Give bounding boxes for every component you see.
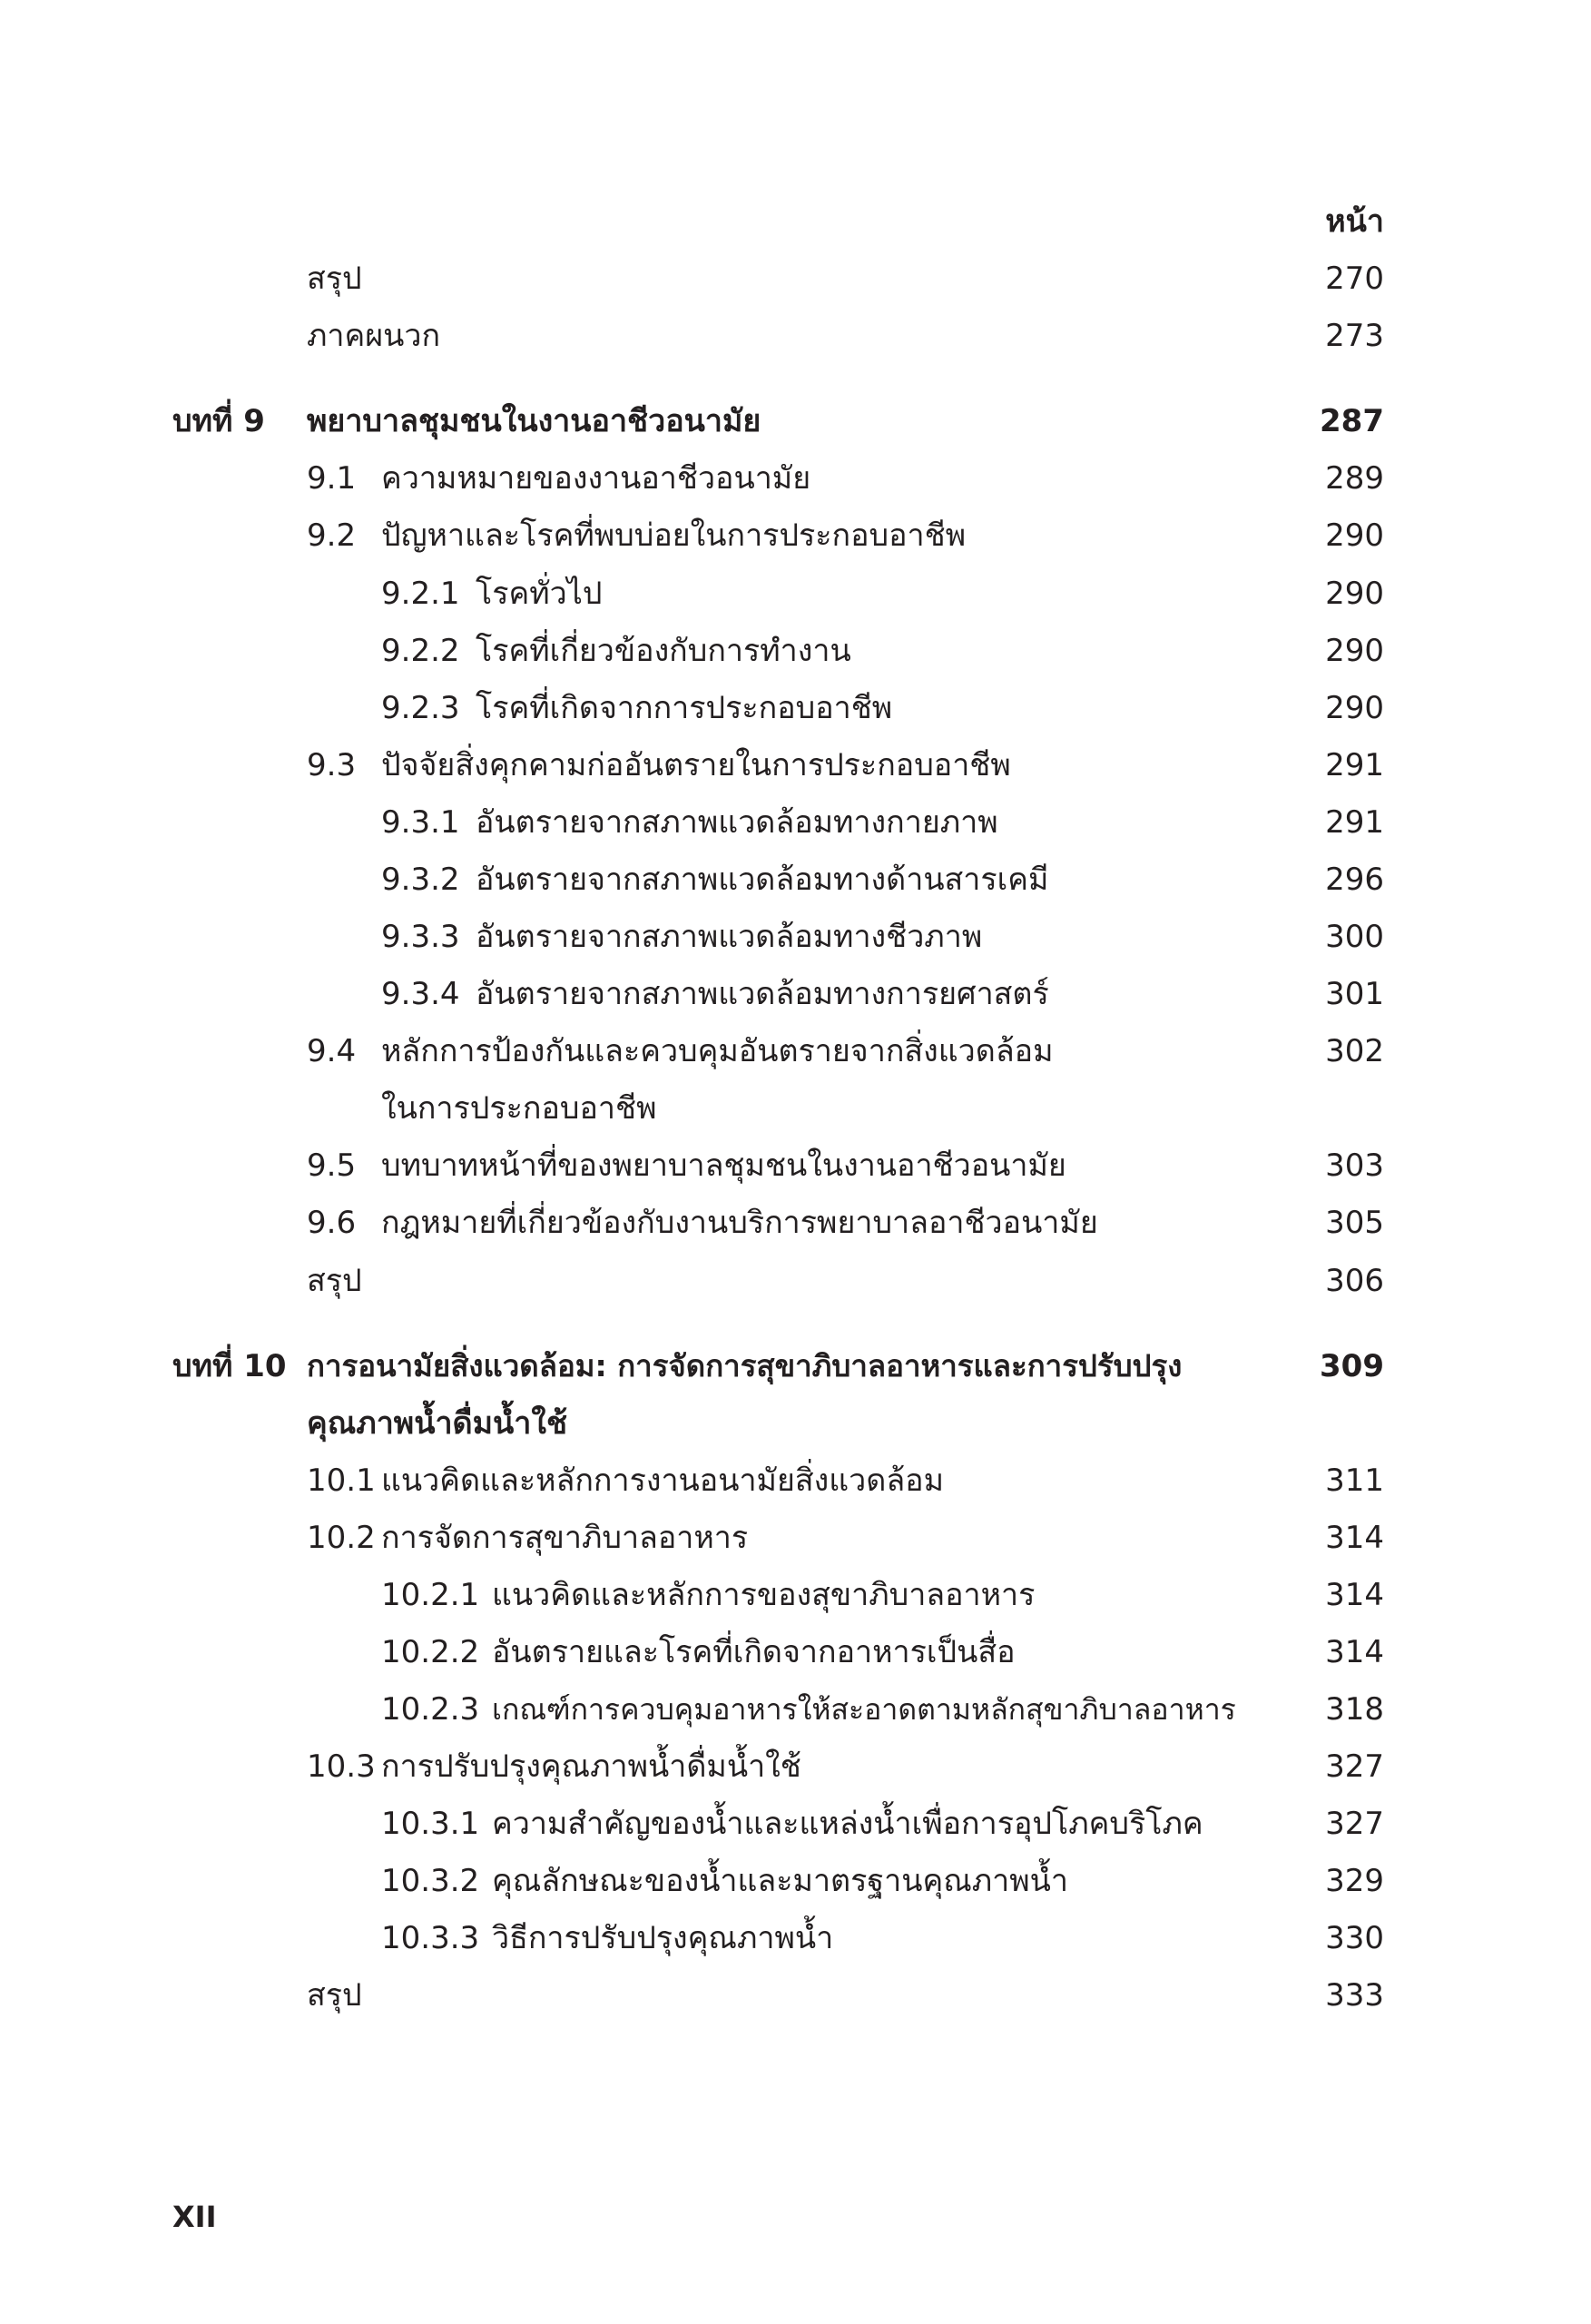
- subsection-page: 290: [1325, 633, 1384, 669]
- section-page: 302: [1325, 1033, 1384, 1069]
- page-column-header: หน้า: [1325, 203, 1384, 240]
- subsection-title: แนวคิดและหลักการของสุขาภิบาลอาหาร: [492, 1577, 1036, 1613]
- subsection-page: 290: [1325, 576, 1384, 612]
- subsection-title: อันตรายจากสภาพแวดล้อมทางกายภาพ: [476, 804, 998, 841]
- section-page: 327: [1325, 1748, 1384, 1785]
- section-title: กฎหมายที่เกี่ยวข้องกับงานบริการพยาบาลอาชีวอนามัย: [381, 1205, 1098, 1241]
- section-page: 305: [1325, 1205, 1384, 1241]
- subsection-page: 329: [1325, 1863, 1384, 1899]
- toc-entry-page: 333: [1325, 1977, 1384, 2014]
- subsection-page: 314: [1325, 1634, 1384, 1670]
- section-page: 291: [1325, 747, 1384, 783]
- section-title: บทบาทหน้าที่ของพยาบาลชุมชนในงานอาชีวอนามัย: [381, 1147, 1066, 1184]
- subsection-page: 330: [1325, 1920, 1384, 1956]
- subsection-page: 290: [1325, 690, 1384, 726]
- section-title: การจัดการสุขาภิบาลอาหาร: [381, 1520, 749, 1556]
- section-page: 290: [1325, 517, 1384, 554]
- toc-entry-page: 270: [1325, 261, 1384, 297]
- subsection-number: 10.3.1: [381, 1806, 480, 1842]
- section-page: 314: [1325, 1520, 1384, 1556]
- chapter-page: 287: [1320, 403, 1384, 439]
- footer-page-number: XII: [172, 2200, 217, 2234]
- subsection-title: โรคที่เกี่ยวข้องกับการทำงาน: [476, 633, 851, 669]
- section-page: 289: [1325, 460, 1384, 497]
- subsection-title: โรคที่เกิดจากการประกอบอาชีพ: [476, 690, 893, 726]
- subsection-number: 10.2.2: [381, 1634, 480, 1670]
- subsection-title: อันตรายและโรคที่เกิดจากอาหารเป็นสื่อ: [492, 1634, 1016, 1670]
- toc-entry-title: ภาคผนวก: [307, 318, 441, 354]
- chapter-title: การอนามัยสิ่งแวดล้อม: การจัดการสุขาภิบาลอาหารและการปรับปรุง: [307, 1348, 1183, 1384]
- chapter-title-continuation: คุณภาพน้ำดื่มน้ำใช้: [307, 1405, 568, 1442]
- subsection-number: 9.3.2: [381, 862, 460, 898]
- section-number: 9.6: [307, 1205, 357, 1241]
- subsection-title: อันตรายจากสภาพแวดล้อมทางด้านสารเคมี: [476, 862, 1049, 898]
- section-title: หลักการป้องกันและควบคุมอันตรายจากสิ่งแวดล้อม: [381, 1033, 1054, 1069]
- subsection-title: คุณลักษณะของน้ำและมาตรฐานคุณภาพน้ำ: [492, 1863, 1069, 1899]
- subsection-number: 9.2.1: [381, 576, 460, 612]
- subsection-page: 314: [1325, 1577, 1384, 1613]
- chapter-page: 309: [1320, 1348, 1384, 1384]
- subsection-number: 10.2.1: [381, 1577, 480, 1613]
- section-title: แนวคิดและหลักการงานอนามัยสิ่งแวดล้อม: [381, 1462, 944, 1499]
- subsection-number: 9.3.4: [381, 976, 460, 1012]
- toc-entry-page: 306: [1325, 1263, 1384, 1299]
- section-number: 9.4: [307, 1033, 357, 1069]
- section-title-continuation: ในการประกอบอาชีพ: [381, 1090, 657, 1127]
- section-number: 9.1: [307, 460, 357, 497]
- subsection-number: 9.3.1: [381, 804, 460, 841]
- subsection-title: วิธีการปรับปรุงคุณภาพน้ำ: [492, 1920, 834, 1956]
- section-page: 311: [1325, 1462, 1384, 1499]
- subsection-title: อันตรายจากสภาพแวดล้อมทางชีวภาพ: [476, 919, 983, 955]
- subsection-number: 9.3.3: [381, 919, 460, 955]
- toc-entry-title: สรุป: [307, 1263, 362, 1299]
- subsection-title: โรคทั่วไป: [476, 576, 603, 612]
- subsection-number: 10.2.3: [381, 1691, 480, 1728]
- section-title: ปัจจัยสิ่งคุกคามก่ออันตรายในการประกอบอาชีพ: [381, 747, 1011, 783]
- subsection-title: อันตรายจากสภาพแวดล้อมทางการยศาสตร์: [476, 976, 1049, 1012]
- section-page: 303: [1325, 1147, 1384, 1184]
- section-number: 9.3: [307, 747, 357, 783]
- section-number: 10.3: [307, 1748, 376, 1785]
- subsection-number: 9.2.3: [381, 690, 460, 726]
- subsection-page: 301: [1325, 976, 1384, 1012]
- section-title: การปรับปรุงคุณภาพน้ำดื่มน้ำใช้: [381, 1748, 801, 1785]
- subsection-page: 327: [1325, 1806, 1384, 1842]
- chapter-number: บทที่ 9: [172, 403, 265, 439]
- chapter-title: พยาบาลชุมชนในงานอาชีวอนามัย: [307, 403, 761, 439]
- section-number: 10.1: [307, 1462, 376, 1499]
- section-number: 9.5: [307, 1147, 357, 1184]
- section-number: 9.2: [307, 517, 357, 554]
- subsection-page: 318: [1325, 1691, 1384, 1728]
- toc-entry-title: สรุป: [307, 261, 362, 297]
- section-number: 10.2: [307, 1520, 376, 1556]
- section-title: ปัญหาและโรคที่พบบ่อยในการประกอบอาชีพ: [381, 517, 967, 554]
- toc-entry-title: สรุป: [307, 1977, 362, 2014]
- toc-entry-page: 273: [1325, 318, 1384, 354]
- subsection-page: 291: [1325, 804, 1384, 841]
- subsection-number: 10.3.2: [381, 1863, 480, 1899]
- subsection-page: 296: [1325, 862, 1384, 898]
- subsection-title: เกณฑ์การควบคุมอาหารให้สะอาดตามหลักสุขาภิบาลอาหาร: [492, 1692, 1236, 1727]
- section-title: ความหมายของงานอาชีวอนามัย: [381, 460, 811, 497]
- subsection-number: 10.3.3: [381, 1920, 480, 1956]
- subsection-page: 300: [1325, 919, 1384, 955]
- subsection-number: 9.2.2: [381, 633, 460, 669]
- chapter-number: บทที่ 10: [172, 1348, 287, 1384]
- subsection-title: ความสำคัญของน้ำและแหล่งน้ำเพื่อการอุปโภคบริโภค: [492, 1806, 1203, 1842]
